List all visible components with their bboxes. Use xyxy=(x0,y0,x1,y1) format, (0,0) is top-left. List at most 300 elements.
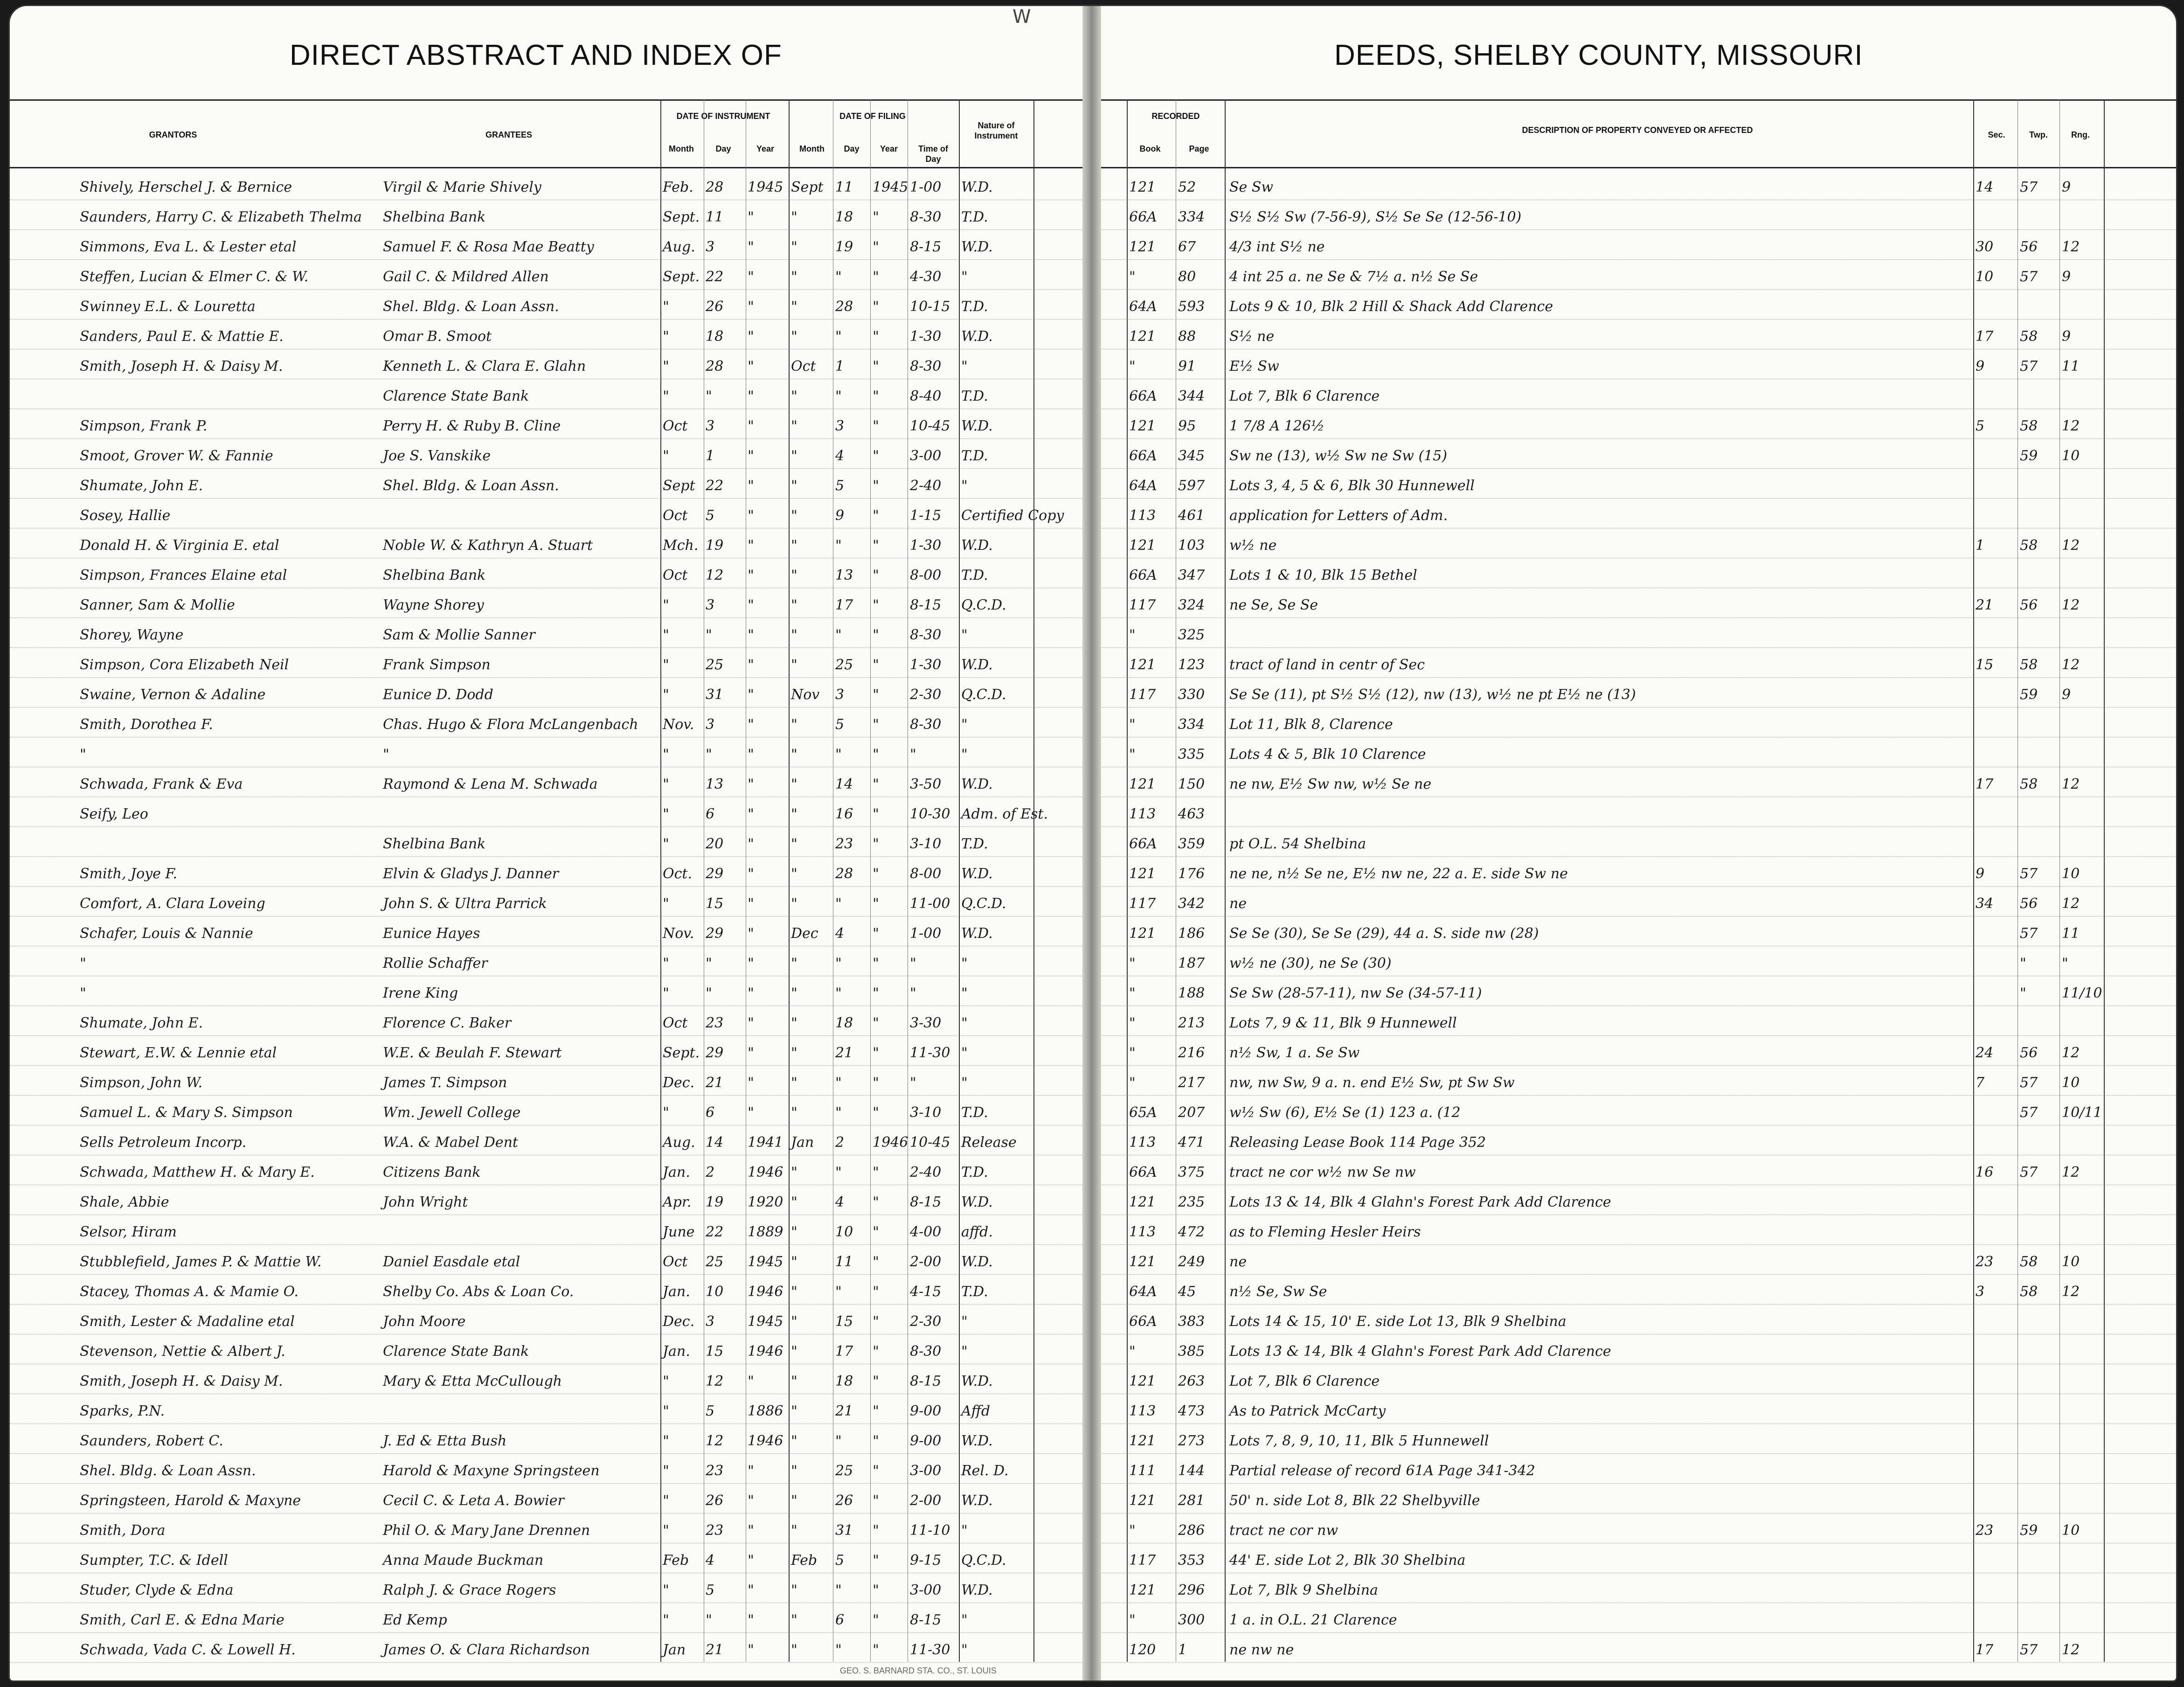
ledger-row xyxy=(10,1162,1082,1182)
instr-month-cell: " xyxy=(663,1463,669,1479)
filing-month-cell: " xyxy=(791,716,797,733)
description-header: DESCRIPTION OF PROPERTY CONVEYED OR AFFECTED xyxy=(1522,125,1753,135)
sec-cell: 17 xyxy=(1976,776,1994,792)
row-rule xyxy=(1101,856,2176,857)
instr-month-cell: " xyxy=(663,1403,669,1419)
description-cell: Se Se (30), Se Se (29), 44 a. S. side nw (28) xyxy=(1229,925,1539,942)
grantee-cell: Omar B. Smoot xyxy=(383,328,492,345)
row-rule xyxy=(1101,1632,2176,1633)
book-cell: 64A xyxy=(1129,299,1157,315)
instr-day-cell: 5 xyxy=(706,1582,715,1598)
instr-year-cell: 1886 xyxy=(748,1403,783,1419)
grantee-cell: John S. & Ultra Parrick xyxy=(383,896,547,912)
rng-cell: 10 xyxy=(2062,866,2080,882)
description-cell: Lots 9 & 10, Blk 2 Hill & Shack Add Clarence xyxy=(1229,299,1553,315)
time-cell: 4-00 xyxy=(910,1224,942,1240)
description-cell: application for Letters of Adm. xyxy=(1229,507,1448,524)
filing-year-cell: " xyxy=(873,1493,879,1509)
filing-year-cell: " xyxy=(873,1284,879,1300)
grantee-cell: Chas. Hugo & Flora McLangenbach xyxy=(383,716,638,733)
instr-month-cell: " xyxy=(663,1373,669,1389)
nature-cell: W.D. xyxy=(961,179,993,195)
left-header-band xyxy=(10,102,1082,168)
rng-cell: 11 xyxy=(2062,358,2080,375)
ledger-row xyxy=(1101,1610,2176,1630)
grantor-cell: Samuel L. & Mary S. Simpson xyxy=(80,1104,293,1121)
rng-cell: 12 xyxy=(2062,597,2080,613)
nature-cell: Rel. D. xyxy=(961,1463,1009,1479)
ledger-row xyxy=(10,267,1082,287)
filing-day-cell: 17 xyxy=(835,1343,853,1360)
instr-year-cell: 1945 xyxy=(748,1313,783,1330)
instr-year-cell: " xyxy=(748,567,754,583)
grantor-cell: Smith, Joseph H. & Daisy M. xyxy=(80,1373,283,1389)
row-rule xyxy=(10,468,1082,469)
instr-month-cell: " xyxy=(663,358,669,375)
row-rule xyxy=(1101,1244,2176,1245)
book-header: Book xyxy=(1139,144,1161,153)
nature-cell: " xyxy=(961,1015,968,1031)
ledger-row xyxy=(10,1640,1082,1660)
description-cell: nw, nw Sw, 9 a. n. end E½ Sw, pt Sw Sw xyxy=(1229,1075,1515,1091)
time-cell: 3-30 xyxy=(910,1015,942,1031)
grantor-cell: Sanders, Paul E. & Mattie E. xyxy=(80,328,284,345)
ledger-row xyxy=(10,1431,1082,1451)
description-cell: Releasing Lease Book 114 Page 352 xyxy=(1229,1134,1486,1151)
ledger-row xyxy=(10,715,1082,735)
sec-cell: 1 xyxy=(1976,537,1985,554)
instr-day-cell: " xyxy=(706,955,712,972)
time-cell: 9-00 xyxy=(910,1403,942,1419)
time-cell: 3-00 xyxy=(910,1463,942,1479)
filing-day-cell: 10 xyxy=(835,1224,853,1240)
time-cell: " xyxy=(910,955,916,972)
rng-cell: 10 xyxy=(2062,1522,2080,1539)
book-cell: 117 xyxy=(1129,1552,1156,1569)
ledger-row xyxy=(1101,1401,2176,1421)
time-cell: 4-15 xyxy=(910,1284,942,1300)
instr-year-cell: 1946 xyxy=(748,1433,783,1449)
instr-month-cell: Jan. xyxy=(663,1164,690,1180)
time-cell: 8-30 xyxy=(910,1343,942,1360)
twp-cell: 57 xyxy=(2020,925,2038,942)
rng-cell: 9 xyxy=(2062,269,2071,285)
grantee-cell: John Moore xyxy=(383,1313,466,1330)
ledger-row xyxy=(10,416,1082,436)
ledger-row xyxy=(1101,625,2176,645)
time-cell: 8-15 xyxy=(910,597,942,613)
date-instrument-header: DATE OF INSTRUMENT xyxy=(676,111,770,121)
nature-cell: " xyxy=(961,1642,968,1658)
description-cell: 50' n. side Lot 8, Blk 22 Shelbyville xyxy=(1229,1493,1480,1509)
page-cell: 67 xyxy=(1178,239,1196,255)
filing-month-cell: " xyxy=(791,746,797,763)
description-cell: Lots 7, 8, 9, 10, 11, Blk 5 Hunnewell xyxy=(1229,1433,1489,1449)
grantor-cell: Stevenson, Nettie & Albert J. xyxy=(80,1343,285,1360)
filing-day-cell: " xyxy=(835,1582,842,1598)
book-cell: 66A xyxy=(1129,388,1157,404)
description-cell: w½ ne (30), ne Se (30) xyxy=(1229,955,1392,972)
row-rule xyxy=(1101,1483,2176,1484)
grantee-cell: Clarence State Bank xyxy=(383,1343,529,1360)
instr-month-cell: " xyxy=(663,985,669,1001)
left-page xyxy=(10,6,1082,1680)
grantor-cell: " xyxy=(80,746,86,763)
time-cell: 8-30 xyxy=(910,627,942,643)
filing-month-cell: Feb xyxy=(791,1552,818,1569)
filing-month-cell: " xyxy=(791,1343,797,1360)
sec-header: Sec. xyxy=(1988,130,2005,139)
row-rule xyxy=(1101,647,2176,648)
filing-day-cell: 9 xyxy=(835,507,845,524)
filing-day-cell: " xyxy=(835,985,842,1001)
page-cell: 281 xyxy=(1178,1493,1205,1509)
rng-cell: 10 xyxy=(2062,448,2080,464)
instr-month-cell: Sept. xyxy=(663,209,700,225)
instr-year-cell: " xyxy=(748,687,754,703)
page-cell: 344 xyxy=(1178,388,1205,404)
filing-day-cell: 11 xyxy=(835,179,853,195)
filing-year-cell: " xyxy=(873,687,879,703)
filing-year-cell: " xyxy=(873,478,879,494)
filing-day-cell: 25 xyxy=(835,1463,853,1479)
time-cell: 2-00 xyxy=(910,1493,942,1509)
filing-year-cell: " xyxy=(873,985,879,1001)
ledger-row xyxy=(1101,804,2176,824)
book-cell: 121 xyxy=(1129,1493,1156,1509)
grantor-cell: Smoot, Grover W. & Fannie xyxy=(80,448,273,464)
time-cell: 11-00 xyxy=(910,896,950,912)
instr-month-cell: " xyxy=(663,1522,669,1539)
page-cell: 123 xyxy=(1178,657,1205,673)
filing-day-cell: 3 xyxy=(835,418,845,434)
ledger-row xyxy=(1101,864,2176,884)
instr-day-cell: 23 xyxy=(706,1463,724,1479)
page-cell: 463 xyxy=(1178,806,1205,822)
filing-month-cell: " xyxy=(791,836,797,852)
nature-cell: T.D. xyxy=(961,567,988,583)
page-cell: 249 xyxy=(1178,1254,1205,1270)
ledger-row xyxy=(10,864,1082,884)
book-cell: 113 xyxy=(1129,507,1156,524)
instr-year-cell: " xyxy=(748,1463,754,1479)
row-rule xyxy=(10,498,1082,499)
grantor-cell: Simpson, Frank P. xyxy=(80,418,208,434)
twp-cell: 58 xyxy=(2020,418,2038,434)
ledger-row xyxy=(10,446,1082,466)
row-rule xyxy=(10,1304,1082,1305)
ledger-row xyxy=(10,1312,1082,1332)
grantor-cell: Schwada, Frank & Eva xyxy=(80,776,243,792)
instr-year-cell: " xyxy=(748,418,754,434)
book-cell: " xyxy=(1129,1075,1136,1091)
time-cell: 1-30 xyxy=(910,328,942,345)
book-cell: " xyxy=(1129,955,1136,972)
filing-day-cell: 4 xyxy=(835,448,845,464)
instr-year-cell: 1920 xyxy=(748,1194,783,1210)
grantor-cell: Swaine, Vernon & Adaline xyxy=(80,687,266,703)
time-cell: 8-15 xyxy=(910,1373,942,1389)
row-rule xyxy=(1101,1662,2176,1663)
instr-month-cell: Aug. xyxy=(663,1134,695,1151)
book-cell: 113 xyxy=(1129,1403,1156,1419)
grantor-cell: " xyxy=(80,985,86,1001)
instr-month-cell: " xyxy=(663,896,669,912)
ledger-row xyxy=(1101,386,2176,406)
right-page-title: DEEDS, SHELBY COUNTY, MISSOURI xyxy=(1334,39,1863,71)
book-cell: 111 xyxy=(1129,1463,1156,1479)
instr-day-cell: " xyxy=(706,985,712,1001)
filing-year-cell: " xyxy=(873,1373,879,1389)
description-cell: ne Se, Se Se xyxy=(1229,597,1318,613)
ledger-row xyxy=(10,1580,1082,1600)
filing-day-cell: " xyxy=(835,1284,842,1300)
sec-cell: 9 xyxy=(1976,358,1985,375)
instr-year-cell: " xyxy=(748,1045,754,1061)
grantor-cell: Saunders, Harry C. & Elizabeth Thelma xyxy=(80,209,362,225)
filing-month-cell: " xyxy=(791,1463,797,1479)
time-cell: 11-30 xyxy=(910,1642,950,1658)
row-rule xyxy=(10,1244,1082,1245)
nature-cell: " xyxy=(961,358,968,375)
page-cell: 273 xyxy=(1178,1433,1205,1449)
row-rule xyxy=(1101,1095,2176,1096)
nature-cell: W.D. xyxy=(961,776,993,792)
ledger-row xyxy=(10,1401,1082,1421)
instr-month-cell: Sept. xyxy=(663,269,700,285)
ledger-row xyxy=(10,1043,1082,1063)
filing-month-cell: " xyxy=(791,1254,797,1270)
rng-cell: 12 xyxy=(2062,537,2080,554)
ledger-row xyxy=(1101,983,2176,1003)
rng-cell: 9 xyxy=(2062,687,2071,703)
filing-day-cell: 19 xyxy=(835,239,853,255)
ledger-row xyxy=(1101,595,2176,615)
ledger-row xyxy=(1101,1520,2176,1541)
ledger-row xyxy=(10,297,1082,317)
filing-month-cell: " xyxy=(791,1493,797,1509)
description-cell: Lots 4 & 5, Blk 10 Clarence xyxy=(1229,746,1426,763)
filing-year-cell: " xyxy=(873,388,879,404)
description-cell: w½ ne xyxy=(1229,537,1277,554)
instr-year-cell: " xyxy=(748,1373,754,1389)
nature-cell: " xyxy=(961,985,968,1001)
sec-cell: 14 xyxy=(1976,179,1994,195)
grantor-cell: Selsor, Hiram xyxy=(80,1224,177,1240)
instr-day-header: Day xyxy=(715,144,731,153)
filing-year-cell: " xyxy=(873,209,879,225)
instr-month-cell: Dec. xyxy=(663,1075,695,1091)
book-cell: 121 xyxy=(1129,179,1156,195)
grantee-cell: James O. & Clara Richardson xyxy=(383,1642,590,1658)
nature-cell: " xyxy=(961,1313,968,1330)
nature-cell: W.D. xyxy=(961,657,993,673)
grantee-cell: Shelbina Bank xyxy=(383,567,486,583)
filing-year-cell: " xyxy=(873,418,879,434)
instr-month-cell: Feb xyxy=(663,1552,689,1569)
ledger-row xyxy=(10,207,1082,227)
grantee-cell: W.E. & Beulah F. Stewart xyxy=(383,1045,562,1061)
row-rule xyxy=(10,886,1082,887)
book-cell: 121 xyxy=(1129,657,1156,673)
filing-year-cell: " xyxy=(873,1015,879,1031)
instr-month-cell: Jan xyxy=(663,1642,686,1658)
ledger-row xyxy=(1101,356,2176,376)
instr-month-cell: " xyxy=(663,597,669,613)
instr-year-cell: 1945 xyxy=(748,179,783,195)
printer-imprint: GEO. S. BARNARD STA. CO., ST. LOUIS xyxy=(840,1666,997,1675)
instr-day-cell: 6 xyxy=(706,806,715,822)
filing-day-cell: " xyxy=(835,1104,842,1121)
row-rule xyxy=(10,1065,1082,1066)
grantee-cell: James T. Simpson xyxy=(383,1075,507,1091)
page-cell: 325 xyxy=(1178,627,1205,643)
row-rule xyxy=(1101,1423,2176,1424)
description-cell: Lot 7, Blk 9 Shelbina xyxy=(1229,1582,1378,1598)
ledger-row xyxy=(1101,565,2176,585)
filing-year-cell: " xyxy=(873,716,879,733)
ledger-row xyxy=(10,1491,1082,1511)
nature-cell: " xyxy=(961,1343,968,1360)
page-cell: 385 xyxy=(1178,1343,1205,1360)
filing-month-cell: " xyxy=(791,1164,797,1180)
time-cell: " xyxy=(910,985,916,1001)
grantor-cell: Simmons, Eva L. & Lester etal xyxy=(80,239,297,255)
filing-month-cell: " xyxy=(791,388,797,404)
row-rule xyxy=(10,1274,1082,1275)
twp-cell: 58 xyxy=(2020,1254,2038,1270)
grantor-cell: Shively, Herschel J. & Bernice xyxy=(80,179,292,195)
page-cell: 334 xyxy=(1178,716,1205,733)
filing-day-cell: 2 xyxy=(835,1134,845,1151)
description-cell: Lot 7, Blk 6 Clarence xyxy=(1229,388,1380,404)
instr-year-cell: " xyxy=(748,866,754,882)
grantee-cell: Kenneth L. & Clara E. Glahn xyxy=(383,358,586,375)
filing-day-cell: 4 xyxy=(835,1194,845,1210)
filing-day-cell: " xyxy=(835,1642,842,1658)
row-rule xyxy=(1101,468,2176,469)
grantee-cell: Shel. Bldg. & Loan Assn. xyxy=(383,478,559,494)
description-cell: Lots 14 & 15, 10' E. side Lot 13, Blk 9 Shelbina xyxy=(1229,1313,1567,1330)
grantor-cell: Schwada, Matthew H. & Mary E. xyxy=(80,1164,315,1180)
ledger-row xyxy=(10,1341,1082,1361)
ledger-row xyxy=(10,476,1082,496)
time-cell: 3-00 xyxy=(910,1582,942,1598)
grantee-cell: Irene King xyxy=(383,985,458,1001)
time-cell: 9-00 xyxy=(910,1433,942,1449)
instr-day-cell: 14 xyxy=(706,1134,724,1151)
grantee-cell: Cecil C. & Leta A. Bowier xyxy=(383,1493,564,1509)
filing-month-cell: " xyxy=(791,985,797,1001)
description-cell: tract of land in centr of Sec xyxy=(1229,657,1425,673)
ledger-row xyxy=(1101,1252,2176,1272)
ledger-row xyxy=(1101,1132,2176,1152)
ledger-row xyxy=(1101,1371,2176,1391)
filing-day-cell: 5 xyxy=(835,1552,845,1569)
filing-day-cell: 13 xyxy=(835,567,853,583)
ledger-row xyxy=(10,774,1082,794)
ledger-row xyxy=(1101,1550,2176,1570)
instr-year-cell: " xyxy=(748,328,754,345)
grantor-cell: Simpson, Frances Elaine etal xyxy=(80,567,287,583)
grantee-cell: Elvin & Gladys J. Danner xyxy=(383,866,559,882)
ledger-row xyxy=(10,326,1082,347)
instr-year-cell: " xyxy=(748,985,754,1001)
filing-month-cell: " xyxy=(791,448,797,464)
page-cell: 342 xyxy=(1178,896,1205,912)
row-rule xyxy=(1101,438,2176,439)
instr-day-cell: 28 xyxy=(706,179,724,195)
sec-cell: 7 xyxy=(1976,1075,1985,1091)
filing-year-cell: " xyxy=(873,537,879,554)
book-cell: " xyxy=(1129,985,1136,1001)
instr-year-cell: 1941 xyxy=(748,1134,783,1151)
filing-year-cell: " xyxy=(873,1642,879,1658)
instr-month-cell: Oct xyxy=(663,1254,688,1270)
recorded-header: RECORDED xyxy=(1151,111,1200,121)
filing-day-cell: 25 xyxy=(835,657,853,673)
page-cell: 359 xyxy=(1178,836,1205,852)
nature-cell: W.D. xyxy=(961,418,993,434)
row-rule xyxy=(1101,289,2176,290)
description-cell: Se Sw xyxy=(1229,179,1274,195)
filing-month-cell: " xyxy=(791,507,797,524)
nature-cell: T.D. xyxy=(961,1164,988,1180)
filing-year-cell: " xyxy=(873,1075,879,1091)
book-cell: 66A xyxy=(1129,448,1157,464)
grantor-cell: Seify, Leo xyxy=(80,806,148,822)
page-cell: 473 xyxy=(1178,1403,1205,1419)
filing-year-cell: " xyxy=(873,1582,879,1598)
rng-cell: 12 xyxy=(2062,896,2080,912)
filing-day-cell: 5 xyxy=(835,478,845,494)
grantee-cell: Gail C. & Mildred Allen xyxy=(383,269,549,285)
instr-day-cell: 26 xyxy=(706,1493,724,1509)
grantor-cell: Shumate, John E. xyxy=(80,478,203,494)
description-cell: ne nw, E½ Sw nw, w½ Se ne xyxy=(1229,776,1432,792)
filing-year-cell: " xyxy=(873,1313,879,1330)
ledger-row xyxy=(1101,1222,2176,1242)
page-cell: 187 xyxy=(1178,955,1205,972)
filing-month-cell: " xyxy=(791,1313,797,1330)
description-cell: Partial release of record 61A Page 341-342 xyxy=(1229,1463,1535,1479)
instr-month-cell: Nov. xyxy=(663,925,694,942)
twp-cell: 58 xyxy=(2020,776,2038,792)
sec-cell: 17 xyxy=(1976,328,1994,345)
instr-day-cell: 12 xyxy=(706,1373,724,1389)
page-cell: 296 xyxy=(1178,1582,1205,1598)
description-cell: tract ne cor nw xyxy=(1229,1522,1338,1539)
description-cell: Lots 3, 4, 5 & 6, Blk 30 Hunnewell xyxy=(1229,478,1475,494)
ledger-row xyxy=(10,953,1082,973)
description-cell: ne nw ne xyxy=(1229,1642,1294,1658)
ledger-row xyxy=(1101,1312,2176,1332)
book-cell: 113 xyxy=(1129,806,1156,822)
description-cell: S½ ne xyxy=(1229,328,1275,345)
nature-cell: " xyxy=(961,627,968,643)
filing-month-cell: " xyxy=(791,328,797,345)
page-cell: 472 xyxy=(1178,1224,1205,1240)
ledger-row xyxy=(1101,1431,2176,1451)
nature-cell: T.D. xyxy=(961,388,988,404)
page-cell: 150 xyxy=(1178,776,1205,792)
instr-year-cell: " xyxy=(748,1612,754,1628)
description-cell: Lot 7, Blk 6 Clarence xyxy=(1229,1373,1380,1389)
ledger-row xyxy=(1101,446,2176,466)
time-cell: 8-00 xyxy=(910,567,942,583)
filing-year-cell: " xyxy=(873,507,879,524)
instr-year-cell: " xyxy=(748,209,754,225)
